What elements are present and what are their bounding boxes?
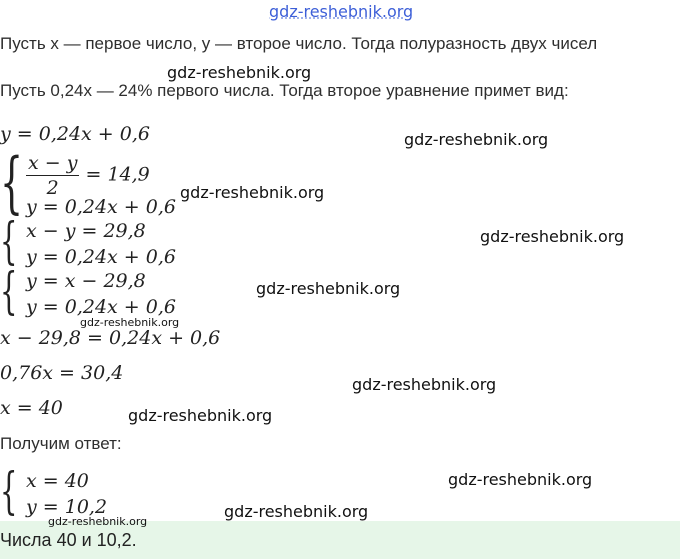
paragraph-intro: Пусть x — первое число, y — второе число. Тогда полуразность двух чисел <box>0 34 598 53</box>
fraction-numerator: x − y <box>28 152 78 174</box>
equation-x-solution: x = 40 <box>0 397 63 419</box>
watermark: gdz-reshebnik.org <box>404 130 549 149</box>
system-brace: { <box>0 262 18 320</box>
watermark: gdz-reshebnik.org <box>80 316 180 329</box>
watermark: gdz-reshebnik.org <box>448 470 593 489</box>
answer-text: Числа 40 и 10,2. <box>0 530 137 550</box>
watermark: gdz-reshebnik.org <box>167 63 312 82</box>
system-brace: { <box>0 212 18 270</box>
watermark: gdz-reshebnik.org <box>48 515 148 528</box>
system-answer-row-1: x = 40 <box>26 470 89 492</box>
system-1-row-1 <box>26 152 150 199</box>
system-1-row-1-rhs: = 14,9 <box>85 163 150 186</box>
watermark: gdz-reshebnik.org <box>256 279 401 298</box>
equation-simplified: 0,76x = 30,4 <box>0 362 124 384</box>
system-3-row-2: y = 0,24x + 0,6 <box>26 296 176 318</box>
paragraph-second-equation: Пусть 0,24x — 24% первого числа. Тогда второе уравнение примет вид: <box>0 81 569 100</box>
watermark: gdz-reshebnik.org <box>480 227 625 246</box>
answer-intro: Получим ответ: <box>0 434 122 453</box>
watermark: gdz-reshebnik.org <box>180 183 325 202</box>
watermark: gdz-reshebnik.org <box>128 406 273 425</box>
system-brace: { <box>0 462 18 520</box>
watermark-top: gdz-reshebnik.org <box>269 2 414 21</box>
system-brace: { <box>0 144 24 221</box>
watermark: gdz-reshebnik.org <box>352 375 497 394</box>
system-2-row-1: x − y = 29,8 <box>26 220 146 242</box>
fraction-bar <box>26 175 79 176</box>
system-2-row-2: y = 0,24x + 0,6 <box>26 246 176 268</box>
system-3-row-1: y = x − 29,8 <box>26 270 146 292</box>
fraction-denominator: 2 <box>46 177 59 199</box>
system-1-row-2: y = 0,24x + 0,6 <box>26 196 176 218</box>
system-answer-row-2: y = 10,2 <box>26 496 108 518</box>
equation-y: y = 0,24x + 0,6 <box>0 123 150 145</box>
equation-substitution: x − 29,8 = 0,24x + 0,6 <box>0 327 221 349</box>
watermark: gdz-reshebnik.org <box>224 502 369 521</box>
fraction <box>26 152 79 199</box>
